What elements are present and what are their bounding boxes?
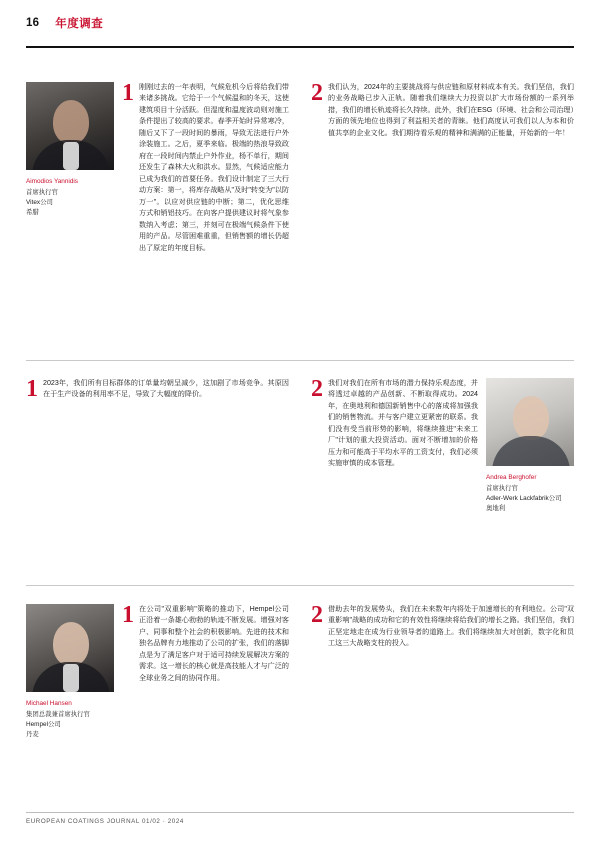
avatar-head (513, 396, 549, 440)
person-country: 奥地利 (486, 504, 506, 512)
answer-text: 2023年，我们所有目标群体的订单量均朝呈减少，这加剧了市场竞争。其原因在于生产设备的利用率不足，导致了大幅度的降价。 (43, 379, 289, 399)
avatar (486, 378, 574, 466)
avatar-body (492, 436, 570, 466)
person-name: Aimodios Yannidis (26, 178, 78, 185)
answer-list (122, 604, 289, 740)
person-company: Hempel公司 (26, 720, 61, 728)
answer-item (122, 82, 289, 254)
survey-entry (26, 82, 289, 254)
answer-list (311, 378, 478, 514)
answer-item (26, 378, 289, 401)
avatar (26, 82, 114, 170)
avatar-head (53, 622, 89, 666)
footer-divider (26, 812, 574, 813)
survey-entry (311, 604, 574, 740)
section-divider (26, 585, 574, 586)
answer-text: 刚刚过去的一年表明，气候危机今后将给我们带来诸多挑战。它给于一个气候温和的冬天，这使建筑项目十分活跃。但湿度和温度波动则对施工条件提出了较高的要求。春季开始时异常寒冷，随后又下了一段时间的暴雨，导致无法进行户外涂装施工。之后，夏季来临。极端的热浪导致政府在一段时间内禁止户外作业，杨不单行，期间还发生了森林大火和洪水。显然，气候适应能力已成为我们的首要任务。我们设计制定了三大行动方案：第一，将库存战略从"及时"转变为"以防万一"。以应对供应链的中断；第二，优化思维方式和销铝技巧。在向客户提供建议时将气象参数纳入考虑；第三，并刻可在极端气候条件下使用的产品。尽管困难重重，但销售额的增长仍超出了原定的年度目标。 (139, 83, 289, 252)
person-block (26, 604, 114, 740)
avatar-shirt (63, 142, 79, 170)
person-company: Adler-Werk Lackfabrik公司 (486, 494, 562, 502)
answer-text: 借助去年的发展势头，我们在未来数年内将处于加速增长的有利地位。公司"双重影响"战略的成功和它的有效性将继续将给我们的增长之路。我们坚信，我们正坚定地走在成为行业领导者的道路上。我们将继续加大对创新，数字化和员工这三大战略支柱的投入。 (328, 605, 574, 648)
person-block (486, 378, 574, 514)
answer-number: 2 (311, 602, 323, 628)
answer-item (311, 378, 478, 470)
answer-item (311, 604, 574, 650)
person-caption (26, 177, 114, 218)
person-country: 希腊 (26, 208, 39, 216)
survey-section-2 (26, 378, 574, 514)
answer-number: 2 (311, 80, 323, 106)
answer-text: 我们认为，2024年的主要挑战将与供应链和原材料成本有关。我们坚信，我们的业务战略已步入正轨。随着我们继续大力投资以扩大市场份额的一系列举措，我们的增长轨迹将长久持续。此外，我们在ESG（环境、社会和公司治理）方面的领先地位也得到了利益相关者的青睐。他们高度认可我们以人为本和价值共享的企业文化。我们期待看乐观的精神和满满的正能量，开始新的一年！ (328, 83, 574, 137)
answer-list (311, 82, 574, 254)
person-company: Vitex公司 (26, 198, 53, 206)
person-role: 首席执行官 (26, 188, 58, 196)
answer-text: 我们对我们在所有市场的潜力保持乐观态度，并将透过卓越的产品创新、不断取得成功。2024年，在奥地利和德国新销售中心的落成将加强我们的销售物流。并与客户建立更紧密的联系。我们没有受当前形势的影响，将继续推进"未来工厂"计划的重大投资活动。面对不断增加的价格压力和可能高于平均水平的工资支付，我们必须实施审慎的成本管理。 (328, 379, 478, 468)
page-header (0, 0, 600, 46)
person-role: 集团总裁兼首席执行官 (26, 710, 90, 718)
answer-list (311, 604, 574, 740)
header-divider (26, 46, 574, 48)
person-caption (486, 473, 574, 514)
avatar-shirt (63, 664, 79, 692)
survey-entry (26, 378, 289, 514)
answer-item (122, 604, 289, 684)
survey-entry (311, 82, 574, 254)
person-country: 丹麦 (26, 730, 39, 738)
page-title: 年度调查 (55, 18, 104, 30)
section-divider (26, 360, 574, 361)
answer-number: 1 (122, 602, 134, 628)
person-role: 首席执行官 (486, 484, 518, 492)
survey-section-3 (26, 604, 574, 740)
answer-list (26, 378, 289, 514)
footer-text: EUROPEAN COATINGS JOURNAL 01/02 · 2024 (26, 818, 184, 825)
answer-item (311, 82, 574, 139)
survey-section-1 (26, 82, 574, 254)
answer-list (122, 82, 289, 254)
answer-text: 在公司"双重影响"策略的推动下，Hempel公司正沿着一条雄心勃勃的轨迹不断发展。增强对客户、同事和整个社会的积极影响。先进的技术和独名品牌有力地推动了公司的扩张，我们的落脚点是为了满足客户对于适可持续发展解决方案的需求。这一增长的核心就是高技能人才与广泛的全球业务之间的协同作用。 (139, 605, 289, 682)
answer-number: 2 (311, 376, 323, 402)
survey-entry (311, 378, 574, 514)
person-block (26, 82, 114, 254)
avatar-head (53, 100, 89, 144)
person-caption (26, 699, 114, 740)
person-name: Andrea Berghofer (486, 474, 537, 481)
avatar (26, 604, 114, 692)
survey-entry (26, 604, 289, 740)
answer-number: 1 (26, 376, 38, 402)
person-name: Michael Hansen (26, 700, 72, 707)
answer-number: 1 (122, 80, 134, 106)
page-number: 16 (26, 17, 40, 29)
